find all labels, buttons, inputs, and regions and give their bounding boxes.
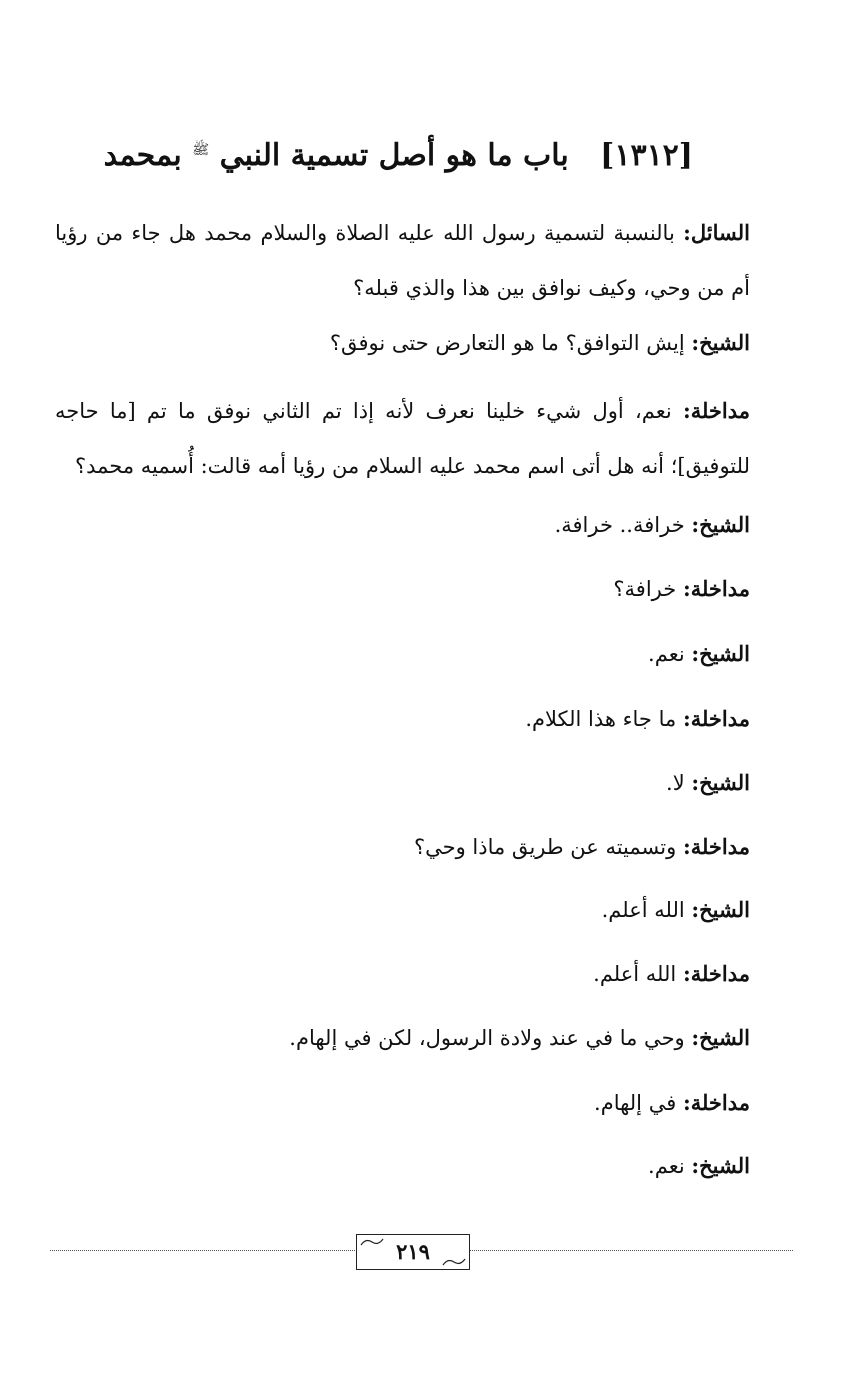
dialogue-entry-9: [414, 834, 750, 859]
dialogue-text: لا.: [666, 771, 685, 795]
dialogue-text: خرافة؟: [613, 577, 677, 601]
speaker-label: مداخلة:: [682, 398, 750, 423]
speaker-label: الشيخ:: [691, 1153, 750, 1178]
speaker-label: مداخلة:: [682, 706, 750, 731]
dialogue-text: الله أعلم.: [601, 898, 685, 922]
speaker-label: مداخلة:: [682, 1090, 750, 1115]
corner-ornament-icon: [360, 1237, 384, 1247]
dialogue-text: الله أعلم.: [593, 962, 677, 986]
dialogue-entry-3: [55, 383, 750, 494]
page-footer: [50, 1239, 793, 1268]
dialogue-text: وحي ما في عند ولادة الرسول، لكن في إلهام.: [289, 1026, 685, 1050]
dialogue-entry-4: [555, 512, 750, 537]
dialogue-text: نعم.: [648, 642, 685, 666]
dialogue-text: نعم، أول شيء خلينا نعرف لأنه إذا تم الثاني نوفق ما تم [ما حاجه للتوفيق]؛ أنه هل أتى اسم محمد عليه السلام من رؤيا أمه قالت: أُسميه محمد؟: [55, 399, 750, 478]
corner-ornament-icon: [442, 1257, 466, 1267]
dialogue-text: خرافة.. خرافة.: [554, 513, 685, 537]
dialogue-text: ما جاء هذا الكلام.: [525, 707, 677, 731]
dialogue-entry-1: [55, 205, 750, 316]
chapter-number: [١٣١٢]: [600, 138, 693, 173]
dialogue-entry-12: [289, 1025, 750, 1050]
dialogue-text: وتسميته عن طريق ماذا وحي؟: [413, 835, 677, 859]
speaker-label: الشيخ:: [691, 512, 750, 537]
speaker-label: مداخلة:: [682, 961, 750, 986]
speaker-label: الشيخ:: [691, 770, 750, 795]
dialogue-text: نعم.: [648, 1154, 685, 1178]
chapter-title-end: بمحمد: [103, 138, 182, 173]
honorific-glyph: ﷺ: [192, 142, 210, 158]
dialogue-text: إيش التوافق؟ ما هو التعارض حتى نوفق؟: [329, 331, 685, 355]
dialogue-entry-14: [648, 1153, 750, 1178]
dialogue-entry-7: [525, 706, 750, 731]
speaker-label: الشيخ:: [691, 897, 750, 922]
chapter-title: باب ما هو أصل تسمية النبي: [219, 138, 569, 173]
dialogue-entry-11: [593, 961, 750, 986]
speaker-label: الشيخ:: [691, 330, 750, 355]
speaker-label: مداخلة:: [682, 834, 750, 859]
chapter-heading: [100, 138, 693, 173]
speaker-label: السائل:: [683, 220, 750, 245]
dialogue-entry-10: [602, 897, 750, 922]
dialogue-entry-8: [666, 770, 750, 795]
dialogue-entry-13: [594, 1090, 750, 1115]
speaker-label: مداخلة:: [682, 576, 750, 601]
dialogue-text: في إلهام.: [594, 1091, 677, 1115]
speaker-label: الشيخ:: [691, 1025, 750, 1050]
dialogue-entry-2: [330, 330, 750, 355]
dialogue-entry-5: [613, 576, 750, 601]
page-number-box: [356, 1234, 470, 1270]
page-number: ٢١٩: [396, 1239, 430, 1264]
dialogue-entry-6: [648, 641, 750, 666]
speaker-label: الشيخ:: [691, 641, 750, 666]
dialogue-text: بالنسبة لتسمية رسول الله عليه الصلاة والسلام محمد هل جاء من رؤيا أم من وحي، وكيف نوافق بين هذا والذي قبله؟: [55, 221, 750, 300]
